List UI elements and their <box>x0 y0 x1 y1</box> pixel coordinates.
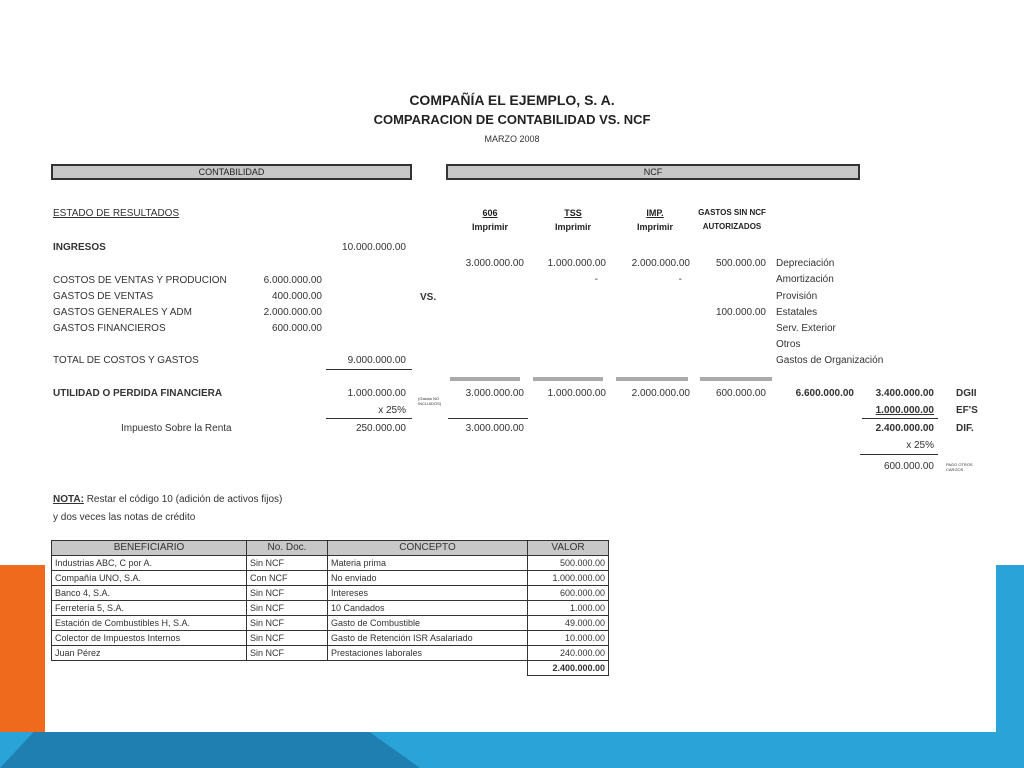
ingresos-label: INGRESOS <box>53 242 106 253</box>
ncf-underline <box>448 418 528 419</box>
table-row <box>52 571 609 586</box>
company-title: COMPAÑÍA EL EJEMPLO, S. A. <box>409 92 615 108</box>
cell-valor: 1.000.00 <box>528 601 609 616</box>
ingresos-value: 10.000.000.00 <box>342 242 406 253</box>
total-bar <box>450 377 520 381</box>
cell-concepto: Intereses <box>328 586 528 601</box>
utilidad-label: UTILIDAD O PERDIDA FINANCIERA <box>53 388 223 399</box>
section-ncf: NCF <box>446 164 860 180</box>
cell-no-doc: Con NCF <box>247 571 328 586</box>
efs-value: 1.000.000.00 <box>875 405 934 416</box>
ncf-col-606-title: 606 <box>482 208 498 218</box>
cell-valor: 49.000.00 <box>528 616 609 631</box>
result-note: PAGO OTROS CARGOS <box>946 462 973 472</box>
dgii-label: DGII <box>956 388 977 399</box>
estado-title: ESTADO DE RESULTADOS <box>53 208 180 219</box>
utilidad-rate: x 25% <box>378 405 406 416</box>
ncf-imp-dash: - <box>678 274 682 285</box>
ncf-imp-value: 2.000.000.00 <box>631 258 690 269</box>
efs-underline <box>862 418 938 419</box>
gasto-label: Provisión <box>776 291 818 302</box>
report-subtitle: COMPARACION DE CONTABILIDAD VS. NCF <box>373 112 651 127</box>
costo-value: 6.000.000.00 <box>263 275 322 286</box>
cell-valor: 600.000.00 <box>528 586 609 601</box>
ncf-gastos-value: 500.000.00 <box>715 258 766 269</box>
cell-concepto: 10 Candados <box>328 601 528 616</box>
gasto-label: Estatales <box>776 307 818 318</box>
decorative-dark-blue-shape <box>0 732 420 768</box>
table-blank-cell <box>247 661 328 676</box>
costo-label: GASTOS GENERALES Y ADM <box>53 307 192 318</box>
cell-concepto: Gasto de Combustible <box>328 616 528 631</box>
report-period: MARZO 2008 <box>484 134 540 144</box>
total-bar <box>533 377 603 381</box>
ncf-imp-total: 2.000.000.00 <box>631 388 690 399</box>
ncf-606-total: 3.000.000.00 <box>465 388 524 399</box>
vs-label: VS. <box>420 292 437 303</box>
table-blank-cell <box>328 661 528 676</box>
nota-line1: NOTA: Restar el código 10 (adición de activos fijos) <box>53 494 283 505</box>
total-underline <box>326 369 412 370</box>
ncf-gastos-total: 600.000.00 <box>715 388 766 399</box>
ncf-606-isr: 3.000.000.00 <box>465 423 524 434</box>
cell-beneficiario: Compañía UNO, S.A. <box>52 571 247 586</box>
cell-beneficiario: Banco 4, S.A. <box>52 586 247 601</box>
rate-underline-2 <box>860 454 938 455</box>
efs-label: EF'S <box>956 405 978 416</box>
header-no-doc: No. Doc. <box>247 541 328 556</box>
table-row <box>52 601 609 616</box>
table-row <box>52 556 609 571</box>
dif-label: DIF. <box>956 423 974 434</box>
cell-no-doc: Sin NCF <box>247 646 328 661</box>
total-bar <box>616 377 688 381</box>
cell-no-doc: Sin NCF <box>247 556 328 571</box>
cell-beneficiario: Colector de Impuestos Internos <box>52 631 247 646</box>
ncf-estatales-value: 100.000.00 <box>715 307 766 318</box>
ncf-col-tss-sub: Imprimir <box>554 222 591 232</box>
section-contabilidad: CONTABILIDAD <box>51 164 412 180</box>
dif-rate: x 25% <box>906 440 934 451</box>
costo-value: 2.000.000.00 <box>263 307 322 318</box>
header-beneficiario: BENEFICIARIO <box>52 541 247 556</box>
costo-value: 400.000.00 <box>271 291 322 302</box>
cell-concepto: Gasto de Retención ISR Asalariado <box>328 631 528 646</box>
cell-no-doc: Sin NCF <box>247 616 328 631</box>
cell-concepto: Prestaciones laborales <box>328 646 528 661</box>
gasto-label: Otros <box>776 339 801 350</box>
cell-beneficiario: Industrias ABC, C por A. <box>52 556 247 571</box>
ncf-col-gastos-sub: AUTORIZADOS <box>702 222 762 231</box>
ncf-col-606-sub: Imprimir <box>471 222 508 232</box>
costo-label: GASTOS DE VENTAS <box>53 291 154 302</box>
cell-valor: 10.000.00 <box>528 631 609 646</box>
ncf-col-tss-title: TSS <box>564 208 582 218</box>
total-bar <box>700 377 772 381</box>
ncf-col-imp-title: IMP. <box>646 208 664 218</box>
nota-line2: y dos veces las notas de crédito <box>53 512 196 523</box>
cell-valor: 1.000.000.00 <box>528 571 609 586</box>
cell-concepto: No enviado <box>328 571 528 586</box>
header-valor: VALOR <box>528 541 609 556</box>
table-row <box>52 646 609 661</box>
total-costos-label: TOTAL DE COSTOS Y GASTOS <box>53 355 199 366</box>
cell-valor: 240.000.00 <box>528 646 609 661</box>
cell-beneficiario: Ferretería 5, S.A. <box>52 601 247 616</box>
gasto-label: Serv. Exterior <box>776 323 836 334</box>
costo-label: COSTOS DE VENTAS Y PRODUCION <box>53 275 227 286</box>
utilidad-value: 1.000.000.00 <box>347 388 406 399</box>
costo-value: 600.000.00 <box>271 323 322 334</box>
result-value: 600.000.00 <box>883 461 934 472</box>
cell-beneficiario: Estación de Combustibles H, S.A. <box>52 616 247 631</box>
ncf-tss-value: 1.000.000.00 <box>547 258 606 269</box>
cell-no-doc: Sin NCF <box>247 601 328 616</box>
cell-no-doc: Sin NCF <box>247 586 328 601</box>
cell-valor: 500.000.00 <box>528 556 609 571</box>
cell-concepto: Materia prima <box>328 556 528 571</box>
ncf-total-sum: 6.600.000.00 <box>795 388 854 399</box>
isr-label: Impuesto Sobre la Renta <box>121 423 232 434</box>
gasto-label: Depreciación <box>776 258 835 269</box>
ncf-tss-total: 1.000.000.00 <box>547 388 606 399</box>
table-row <box>52 631 609 646</box>
table-blank-cell <box>52 661 247 676</box>
table-row <box>52 616 609 631</box>
total-costos-value: 9.000.000.00 <box>347 355 406 366</box>
table-row <box>52 586 609 601</box>
table-header-row <box>52 541 609 556</box>
costo-label: GASTOS FINANCIEROS <box>53 323 166 334</box>
cell-no-doc: Sin NCF <box>247 631 328 646</box>
table-total-value: 2.400.000.00 <box>528 661 609 676</box>
ncf-col-gastos-title: GASTOS SIN NCF <box>698 208 766 217</box>
ncf-col-imp-sub: Imprimir <box>636 222 673 232</box>
dif-value: 2.400.000.00 <box>875 423 934 434</box>
cell-beneficiario: Juan Pérez <box>52 646 247 661</box>
table-total-row <box>52 661 609 676</box>
rate-underline <box>326 418 412 419</box>
gasto-label: Gastos de Organización <box>776 355 884 366</box>
ncf-606-value: 3.000.000.00 <box>465 258 524 269</box>
small-note: (Gastos NO INCLUIDOS) <box>418 396 442 406</box>
isr-value: 250.000.00 <box>355 423 406 434</box>
gasto-label: Amortización <box>776 274 834 285</box>
ncf-tss-dash: - <box>594 274 598 285</box>
beneficiario-table <box>51 540 609 676</box>
header-concepto: CONCEPTO <box>328 541 528 556</box>
dgii-value: 3.400.000.00 <box>875 388 934 399</box>
